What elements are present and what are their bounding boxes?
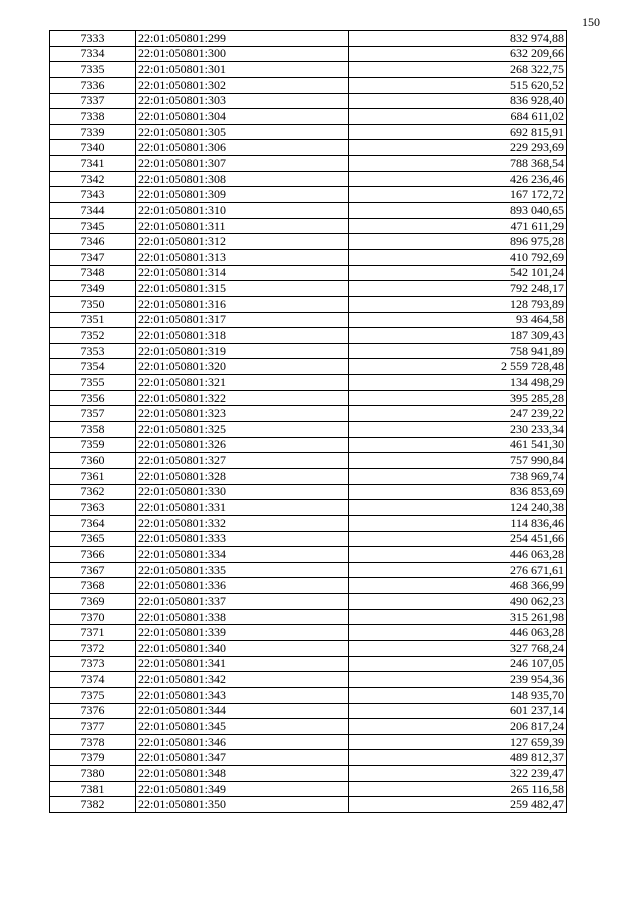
cadastral-number-cell: 22:01:050801:303 xyxy=(136,93,349,109)
cadastral-value-cell: 632 209,66 xyxy=(349,46,567,62)
cadastral-number-cell: 22:01:050801:333 xyxy=(136,531,349,547)
row-number-cell: 7364 xyxy=(50,515,136,531)
table-row xyxy=(50,515,567,531)
row-number-cell: 7347 xyxy=(50,249,136,265)
table-row xyxy=(50,312,567,328)
cadastral-value-cell: 757 990,84 xyxy=(349,453,567,469)
cadastral-number-cell: 22:01:050801:334 xyxy=(136,547,349,563)
table-row xyxy=(50,296,567,312)
cadastral-number-cell: 22:01:050801:318 xyxy=(136,328,349,344)
cadastral-number-cell: 22:01:050801:308 xyxy=(136,171,349,187)
cadastral-number-cell: 22:01:050801:345 xyxy=(136,719,349,735)
row-number-cell: 7356 xyxy=(50,390,136,406)
cadastral-value-cell: 395 285,28 xyxy=(349,390,567,406)
cadastral-number-cell: 22:01:050801:326 xyxy=(136,437,349,453)
table-row xyxy=(50,719,567,735)
cadastral-value-cell: 148 935,70 xyxy=(349,687,567,703)
cadastral-value-cell: 315 261,98 xyxy=(349,609,567,625)
cadastral-value-cell: 836 853,69 xyxy=(349,484,567,500)
row-number-cell: 7357 xyxy=(50,406,136,422)
row-number-cell: 7350 xyxy=(50,296,136,312)
row-number-cell: 7377 xyxy=(50,719,136,735)
cadastral-number-cell: 22:01:050801:339 xyxy=(136,625,349,641)
table-row xyxy=(50,656,567,672)
cadastral-value-cell: 489 812,37 xyxy=(349,750,567,766)
table-row xyxy=(50,156,567,172)
cadastral-number-cell: 22:01:050801:317 xyxy=(136,312,349,328)
cadastral-number-cell: 22:01:050801:337 xyxy=(136,594,349,610)
table-row xyxy=(50,203,567,219)
table-row xyxy=(50,249,567,265)
table-row xyxy=(50,797,567,813)
table-row xyxy=(50,672,567,688)
cadastral-number-cell: 22:01:050801:309 xyxy=(136,187,349,203)
cadastral-value-cell: 446 063,28 xyxy=(349,547,567,563)
row-number-cell: 7361 xyxy=(50,468,136,484)
cadastral-value-cell: 128 793,89 xyxy=(349,296,567,312)
cadastral-number-cell: 22:01:050801:343 xyxy=(136,687,349,703)
cadastral-value-cell: 187 309,43 xyxy=(349,328,567,344)
cadastral-number-cell: 22:01:050801:325 xyxy=(136,422,349,438)
table-row xyxy=(50,640,567,656)
row-number-cell: 7349 xyxy=(50,281,136,297)
cadastral-value-cell: 490 062,23 xyxy=(349,594,567,610)
row-number-cell: 7333 xyxy=(50,31,136,47)
row-number-cell: 7351 xyxy=(50,312,136,328)
cadastral-number-cell: 22:01:050801:310 xyxy=(136,203,349,219)
table-row xyxy=(50,609,567,625)
cadastre-value-table xyxy=(49,30,567,813)
cadastral-value-cell: 893 040,65 xyxy=(349,203,567,219)
row-number-cell: 7358 xyxy=(50,422,136,438)
cadastral-number-cell: 22:01:050801:350 xyxy=(136,797,349,813)
cadastral-value-cell: 471 611,29 xyxy=(349,218,567,234)
table-row xyxy=(50,453,567,469)
cadastral-number-cell: 22:01:050801:299 xyxy=(136,31,349,47)
table-row xyxy=(50,547,567,563)
cadastral-number-cell: 22:01:050801:330 xyxy=(136,484,349,500)
row-number-cell: 7337 xyxy=(50,93,136,109)
cadastral-value-cell: 836 928,40 xyxy=(349,93,567,109)
table-row xyxy=(50,766,567,782)
table-row xyxy=(50,750,567,766)
row-number-cell: 7338 xyxy=(50,109,136,125)
cadastral-value-cell: 134 498,29 xyxy=(349,375,567,391)
cadastral-number-cell: 22:01:050801:300 xyxy=(136,46,349,62)
row-number-cell: 7368 xyxy=(50,578,136,594)
cadastral-number-cell: 22:01:050801:340 xyxy=(136,640,349,656)
row-number-cell: 7372 xyxy=(50,640,136,656)
cadastral-value-cell: 2 559 728,48 xyxy=(349,359,567,375)
table-body xyxy=(50,31,567,813)
table-row xyxy=(50,484,567,500)
cadastral-number-cell: 22:01:050801:322 xyxy=(136,390,349,406)
table-row xyxy=(50,359,567,375)
cadastral-number-cell: 22:01:050801:341 xyxy=(136,656,349,672)
cadastral-value-cell: 758 941,89 xyxy=(349,343,567,359)
cadastral-value-cell: 684 611,02 xyxy=(349,109,567,125)
cadastral-number-cell: 22:01:050801:323 xyxy=(136,406,349,422)
cadastral-number-cell: 22:01:050801:301 xyxy=(136,62,349,78)
cadastral-number-cell: 22:01:050801:348 xyxy=(136,766,349,782)
table-row xyxy=(50,578,567,594)
row-number-cell: 7352 xyxy=(50,328,136,344)
table-row xyxy=(50,343,567,359)
table-row xyxy=(50,187,567,203)
row-number-cell: 7339 xyxy=(50,124,136,140)
cadastral-number-cell: 22:01:050801:312 xyxy=(136,234,349,250)
cadastral-number-cell: 22:01:050801:304 xyxy=(136,109,349,125)
cadastral-number-cell: 22:01:050801:306 xyxy=(136,140,349,156)
row-number-cell: 7335 xyxy=(50,62,136,78)
page-number: 150 xyxy=(582,15,600,29)
row-number-cell: 7369 xyxy=(50,594,136,610)
table-row xyxy=(50,109,567,125)
table-row xyxy=(50,77,567,93)
cadastral-value-cell: 254 451,66 xyxy=(349,531,567,547)
table-row xyxy=(50,437,567,453)
row-number-cell: 7341 xyxy=(50,156,136,172)
cadastral-value-cell: 322 239,47 xyxy=(349,766,567,782)
row-number-cell: 7366 xyxy=(50,547,136,563)
table-row xyxy=(50,93,567,109)
table-row xyxy=(50,468,567,484)
cadastral-value-cell: 832 974,88 xyxy=(349,31,567,47)
cadastral-number-cell: 22:01:050801:344 xyxy=(136,703,349,719)
row-number-cell: 7365 xyxy=(50,531,136,547)
table-row xyxy=(50,734,567,750)
row-number-cell: 7371 xyxy=(50,625,136,641)
cadastral-value-cell: 114 836,46 xyxy=(349,515,567,531)
cadastral-value-cell: 468 366,99 xyxy=(349,578,567,594)
cadastral-value-cell: 426 236,46 xyxy=(349,171,567,187)
table-row xyxy=(50,62,567,78)
table-row xyxy=(50,328,567,344)
row-number-cell: 7353 xyxy=(50,343,136,359)
table-row xyxy=(50,375,567,391)
row-number-cell: 7378 xyxy=(50,734,136,750)
cadastral-value-cell: 896 975,28 xyxy=(349,234,567,250)
cadastral-value-cell: 692 815,91 xyxy=(349,124,567,140)
row-number-cell: 7355 xyxy=(50,375,136,391)
table-row xyxy=(50,46,567,62)
cadastral-value-cell: 247 239,22 xyxy=(349,406,567,422)
row-number-cell: 7336 xyxy=(50,77,136,93)
cadastral-value-cell: 788 368,54 xyxy=(349,156,567,172)
row-number-cell: 7345 xyxy=(50,218,136,234)
table-row xyxy=(50,531,567,547)
table-row xyxy=(50,687,567,703)
row-number-cell: 7343 xyxy=(50,187,136,203)
row-number-cell: 7344 xyxy=(50,203,136,219)
cadastral-number-cell: 22:01:050801:307 xyxy=(136,156,349,172)
table-row xyxy=(50,281,567,297)
cadastral-number-cell: 22:01:050801:338 xyxy=(136,609,349,625)
row-number-cell: 7342 xyxy=(50,171,136,187)
cadastral-number-cell: 22:01:050801:347 xyxy=(136,750,349,766)
cadastral-value-cell: 461 541,30 xyxy=(349,437,567,453)
table-row xyxy=(50,265,567,281)
cadastral-number-cell: 22:01:050801:321 xyxy=(136,375,349,391)
row-number-cell: 7348 xyxy=(50,265,136,281)
cadastral-number-cell: 22:01:050801:319 xyxy=(136,343,349,359)
row-number-cell: 7367 xyxy=(50,562,136,578)
cadastral-number-cell: 22:01:050801:342 xyxy=(136,672,349,688)
row-number-cell: 7375 xyxy=(50,687,136,703)
row-number-cell: 7334 xyxy=(50,46,136,62)
cadastral-value-cell: 246 107,05 xyxy=(349,656,567,672)
table-row xyxy=(50,594,567,610)
row-number-cell: 7381 xyxy=(50,781,136,797)
cadastral-number-cell: 22:01:050801:320 xyxy=(136,359,349,375)
cadastral-number-cell: 22:01:050801:314 xyxy=(136,265,349,281)
cadastral-number-cell: 22:01:050801:316 xyxy=(136,296,349,312)
cadastral-number-cell: 22:01:050801:313 xyxy=(136,249,349,265)
cadastral-number-cell: 22:01:050801:315 xyxy=(136,281,349,297)
cadastral-number-cell: 22:01:050801:346 xyxy=(136,734,349,750)
cadastral-value-cell: 792 248,17 xyxy=(349,281,567,297)
row-number-cell: 7360 xyxy=(50,453,136,469)
cadastral-value-cell: 265 116,58 xyxy=(349,781,567,797)
cadastral-number-cell: 22:01:050801:349 xyxy=(136,781,349,797)
cadastral-value-cell: 93 464,58 xyxy=(349,312,567,328)
cadastral-value-cell: 446 063,28 xyxy=(349,625,567,641)
row-number-cell: 7363 xyxy=(50,500,136,516)
row-number-cell: 7379 xyxy=(50,750,136,766)
cadastral-value-cell: 601 237,14 xyxy=(349,703,567,719)
row-number-cell: 7362 xyxy=(50,484,136,500)
cadastral-value-cell: 542 101,24 xyxy=(349,265,567,281)
table-row xyxy=(50,406,567,422)
table-row xyxy=(50,31,567,47)
cadastral-number-cell: 22:01:050801:328 xyxy=(136,468,349,484)
table-row xyxy=(50,500,567,516)
table-row xyxy=(50,625,567,641)
cadastral-value-cell: 127 659,39 xyxy=(349,734,567,750)
cadastral-number-cell: 22:01:050801:335 xyxy=(136,562,349,578)
cadastral-number-cell: 22:01:050801:305 xyxy=(136,124,349,140)
cadastral-value-cell: 410 792,69 xyxy=(349,249,567,265)
row-number-cell: 7382 xyxy=(50,797,136,813)
row-number-cell: 7346 xyxy=(50,234,136,250)
cadastral-value-cell: 229 293,69 xyxy=(349,140,567,156)
table-row xyxy=(50,218,567,234)
table-row xyxy=(50,703,567,719)
cadastral-value-cell: 738 969,74 xyxy=(349,468,567,484)
cadastral-number-cell: 22:01:050801:336 xyxy=(136,578,349,594)
cadastral-value-cell: 515 620,52 xyxy=(349,77,567,93)
cadastral-value-cell: 239 954,36 xyxy=(349,672,567,688)
row-number-cell: 7376 xyxy=(50,703,136,719)
row-number-cell: 7359 xyxy=(50,437,136,453)
table-row xyxy=(50,140,567,156)
cadastral-value-cell: 259 482,47 xyxy=(349,797,567,813)
cadastral-value-cell: 230 233,34 xyxy=(349,422,567,438)
table-row xyxy=(50,781,567,797)
row-number-cell: 7354 xyxy=(50,359,136,375)
table-row xyxy=(50,390,567,406)
cadastral-value-cell: 167 172,72 xyxy=(349,187,567,203)
cadastral-value-cell: 276 671,61 xyxy=(349,562,567,578)
cadastral-value-cell: 206 817,24 xyxy=(349,719,567,735)
cadastral-number-cell: 22:01:050801:302 xyxy=(136,77,349,93)
row-number-cell: 7370 xyxy=(50,609,136,625)
cadastral-number-cell: 22:01:050801:331 xyxy=(136,500,349,516)
cadastral-value-cell: 124 240,38 xyxy=(349,500,567,516)
table-row xyxy=(50,171,567,187)
row-number-cell: 7374 xyxy=(50,672,136,688)
row-number-cell: 7373 xyxy=(50,656,136,672)
row-number-cell: 7340 xyxy=(50,140,136,156)
cadastral-number-cell: 22:01:050801:327 xyxy=(136,453,349,469)
row-number-cell: 7380 xyxy=(50,766,136,782)
cadastral-value-cell: 327 768,24 xyxy=(349,640,567,656)
cadastral-value-cell: 268 322,75 xyxy=(349,62,567,78)
table-row xyxy=(50,234,567,250)
table-row xyxy=(50,562,567,578)
cadastral-number-cell: 22:01:050801:332 xyxy=(136,515,349,531)
cadastral-number-cell: 22:01:050801:311 xyxy=(136,218,349,234)
table-row xyxy=(50,124,567,140)
table-row xyxy=(50,422,567,438)
